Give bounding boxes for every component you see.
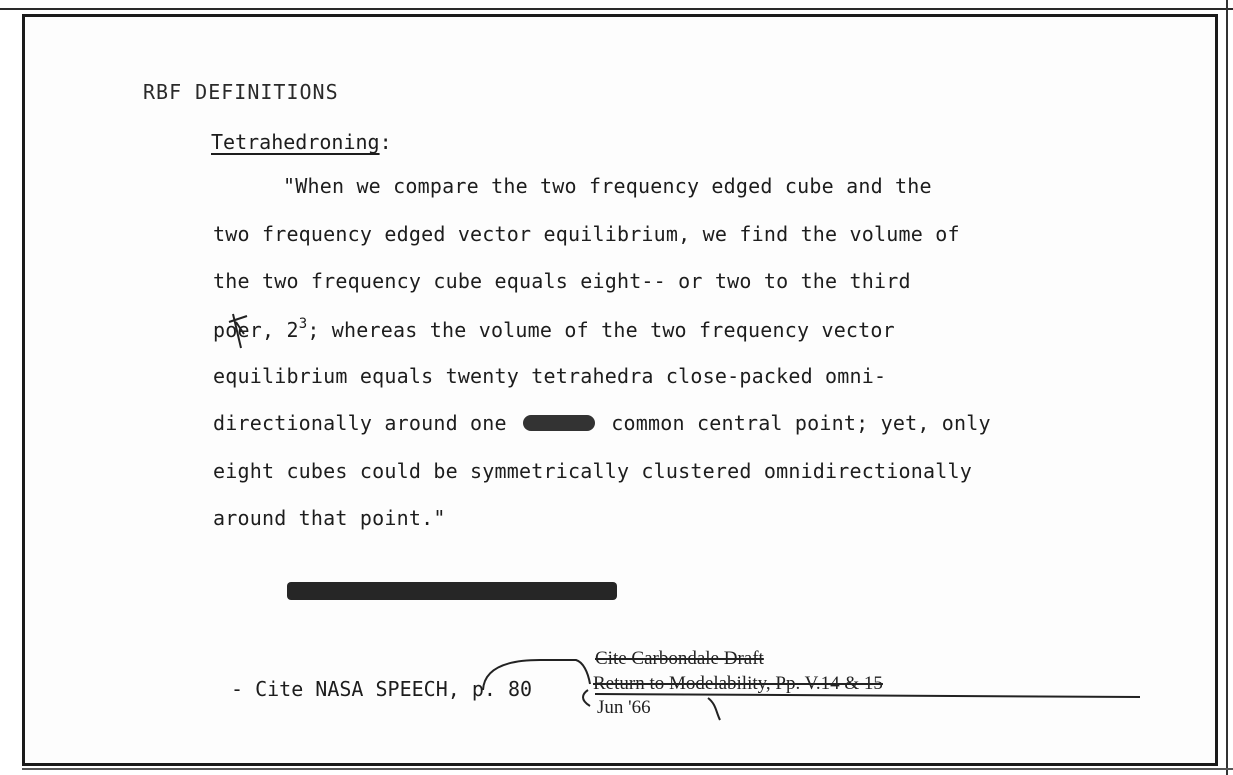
struck-note-2: Return to Modelability, Pp. V.14 & 15 xyxy=(593,673,883,694)
definition-term-colon: : xyxy=(379,130,392,154)
quote-line-1: "When we compare the two frequency edged cube and the xyxy=(283,174,932,198)
redacted-line xyxy=(287,582,617,600)
definition-term xyxy=(211,130,392,154)
quote-line-6-end: common central point; yet, only xyxy=(611,411,991,435)
handwritten-date: Jun '66 xyxy=(597,697,651,718)
quote-line-2: two frequency edged vector equilibrium, we find the volume of xyxy=(213,222,960,246)
quote-line-3: the two frequency cube equals eight-- or two to the third xyxy=(213,269,911,293)
quote-line-7: eight cubes could be symmetrically clustered omnidirectionally xyxy=(213,459,972,483)
quote-line-4-end: ; whereas the volume of the two frequency vector xyxy=(307,318,895,342)
quote-line-6 xyxy=(213,411,991,435)
document-heading: RBF DEFINITIONS xyxy=(143,80,339,104)
right-border xyxy=(1226,0,1228,775)
quote-line-8: around that point." xyxy=(213,506,446,530)
bottom-border xyxy=(22,768,1233,770)
quote-line-4 xyxy=(213,316,895,342)
top-border xyxy=(0,8,1233,10)
struck-note-1: Cite Carbondale Draft xyxy=(595,648,764,669)
quote-line-5: equilibrium equals twenty tetrahedra close-packed omni- xyxy=(213,364,887,388)
inline-redaction xyxy=(523,415,595,431)
citation: - Cite NASA SPEECH, p. 80 xyxy=(231,677,533,701)
quote-line-4-start: poer, 2 xyxy=(213,318,299,342)
exponent: 3 xyxy=(298,316,308,332)
quote-line-6-start: directionally around one xyxy=(213,411,507,435)
definition-term-label: Tetrahedroning xyxy=(211,130,380,154)
